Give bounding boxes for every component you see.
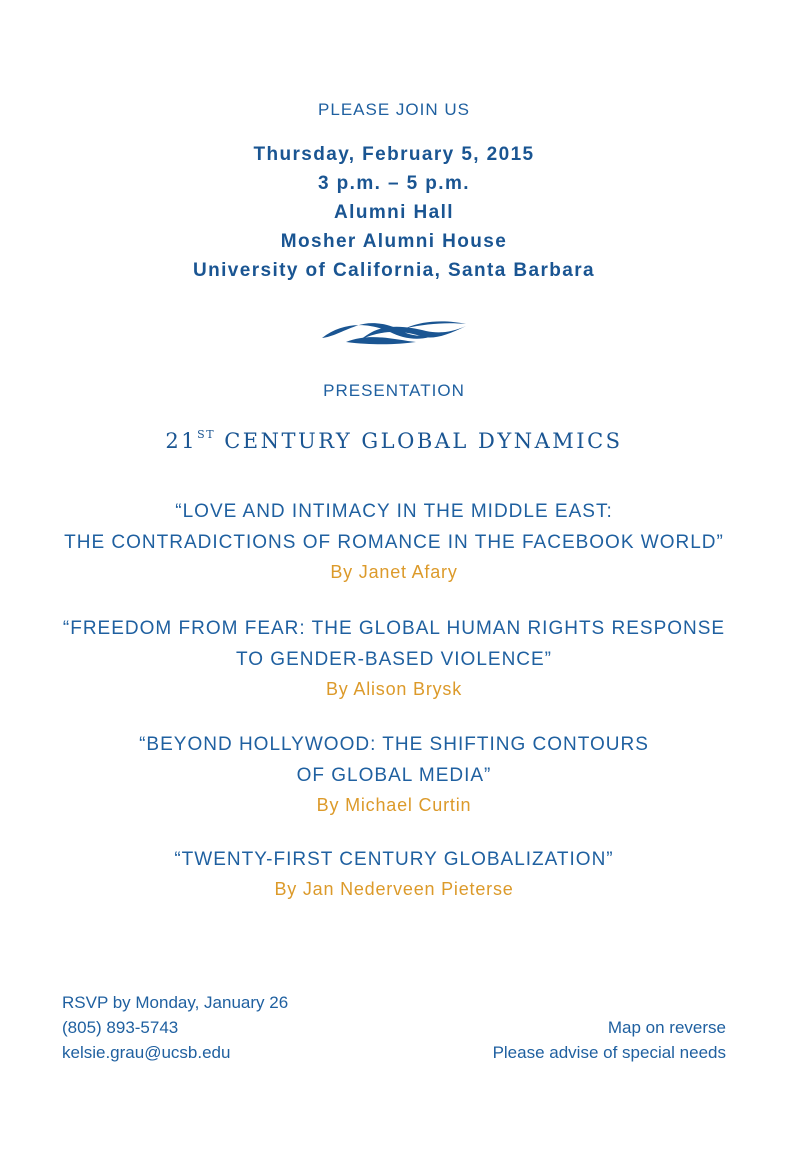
talk-author: By Alison Brysk xyxy=(325,679,463,699)
talk-3 xyxy=(0,729,788,819)
map-note: Map on reverse xyxy=(607,1018,726,1037)
talk-title-line: THE CONTRADICTIONS OF ROMANCE IN THE FACEBOOK WORLD” xyxy=(64,532,724,553)
talk-author: By Jan Nederveen Pieterse xyxy=(274,879,514,899)
talk-author: By Janet Afary xyxy=(330,562,458,582)
event-building: Mosher Alumni House xyxy=(280,231,508,252)
talk-title-line: “LOVE AND INTIMACY IN THE MIDDLE EAST: xyxy=(175,501,613,522)
talk-2 xyxy=(0,613,788,703)
event-room: Alumni Hall xyxy=(334,202,454,223)
event-campus: University of California, Santa Barbara xyxy=(193,260,595,281)
event-date: Thursday, February 5, 2015 xyxy=(253,144,535,165)
rsvp-email[interactable]: kelsie.grau@ucsb.edu xyxy=(62,1043,231,1062)
notes-block xyxy=(493,1015,726,1065)
event-time: 3 p.m. – 5 p.m. xyxy=(318,173,470,194)
talk-title-line: “FREEDOM FROM FEAR: THE GLOBAL HUMAN RIGHTS RESPONSE xyxy=(62,618,726,639)
special-needs-note: Please advise of special needs xyxy=(492,1043,726,1062)
talk-author: By Michael Curtin xyxy=(316,795,472,815)
talk-title-line: OF GLOBAL MEDIA” xyxy=(296,765,492,786)
talk-title-line: TO GENDER-BASED VIOLENCE” xyxy=(235,649,553,670)
presentation-label: PRESENTATION xyxy=(323,381,465,400)
rsvp-deadline: RSVP by Monday, January 26 xyxy=(62,993,289,1012)
talk-title-line: “TWENTY-FIRST CENTURY GLOBALIZATION” xyxy=(174,849,614,870)
talk-1 xyxy=(0,496,788,586)
rsvp-block xyxy=(62,990,288,1065)
presentation-title xyxy=(0,429,788,453)
wave-ornament-icon xyxy=(320,318,468,346)
rsvp-phone[interactable]: (805) 893-5743 xyxy=(62,1018,179,1037)
title-rest: CENTURY GLOBAL DYNAMICS xyxy=(224,429,623,453)
talk-4 xyxy=(0,844,788,903)
invite-heading: PLEASE JOIN US xyxy=(318,100,470,119)
title-suffix: ST xyxy=(197,428,216,441)
title-number: 21 xyxy=(165,429,198,453)
talk-title-line: “BEYOND HOLLYWOOD: THE SHIFTING CONTOURS xyxy=(139,734,649,755)
